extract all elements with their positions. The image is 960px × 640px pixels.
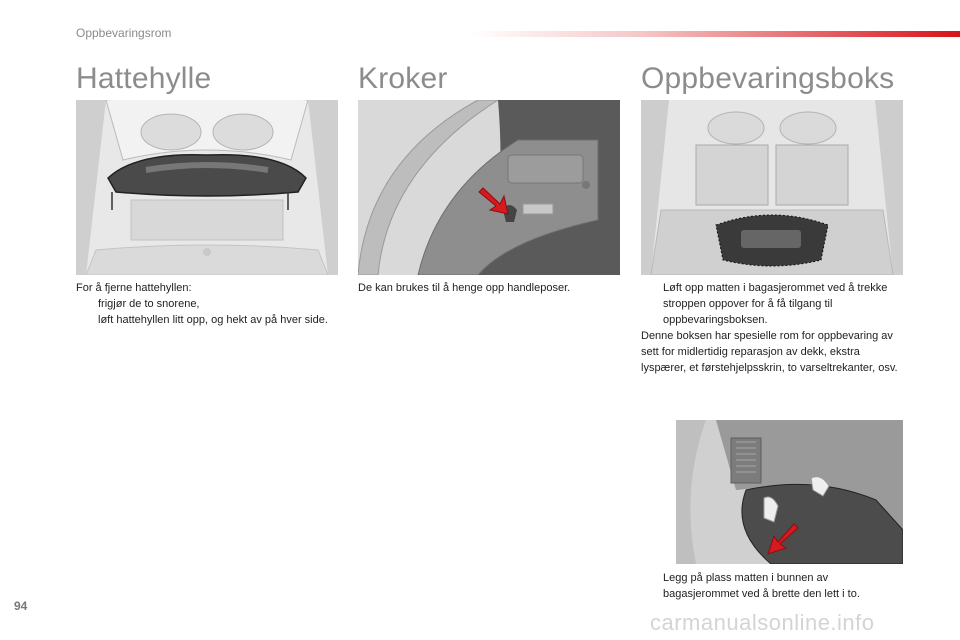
bullet-text: frigjør de to snorene,: [98, 298, 200, 310]
bullet-icon: [76, 296, 98, 312]
page-number: 94: [14, 599, 28, 613]
bullet-icon: [76, 312, 98, 328]
section-title-kroker: Kroker: [358, 62, 448, 95]
header-accent-bar: [470, 31, 960, 37]
bullet-icon: [641, 280, 663, 328]
list-item: [641, 570, 903, 602]
oppbevaringsboks-text: [641, 280, 903, 376]
header-section-label: Oppbevaringsrom: [76, 26, 172, 40]
section-title-hattehylle: Hattehylle: [76, 62, 212, 95]
photo-hooks: [358, 100, 620, 275]
oppbevaringsboks-text-2: [641, 570, 903, 602]
list-item: [76, 296, 338, 312]
bullet-text: løft hattehyllen litt opp, og hekt av på hver side.: [98, 314, 328, 326]
bullet-text: Løft opp matten i bagasjerommet ved å trekke stroppen oppover for å få tilgang til oppbevaringsboksen.: [663, 282, 888, 326]
list-item: [76, 312, 338, 328]
watermark: carmanualsonline.info: [650, 610, 875, 635]
bullet-text: Legg på plass matten i bunnen av bagasjerommet ved å brette den lett i to.: [663, 572, 860, 600]
section-title-oppbevaringsboks: Oppbevaringsboks: [641, 62, 895, 95]
photo-trunk-mat: [676, 420, 903, 564]
hattehylle-text: [76, 280, 338, 328]
oppbevaringsboks-paragraph: Denne boksen har spesielle rom for oppbevaring av sett for midlertidig reparasjon av dekk, ekstra lyspærer, et førstehjelpsskrin, to varseltrekanter, osv.: [641, 330, 898, 374]
kroker-text: [358, 280, 620, 296]
kroker-paragraph: De kan brukes til å henge opp handleposer.: [358, 282, 571, 294]
hattehylle-intro: For å fjerne hattehyllen:: [76, 282, 192, 294]
list-item: [641, 280, 903, 328]
bullet-icon: [641, 570, 663, 602]
photo-storage-box: [641, 100, 903, 275]
photo-parcel-shelf: [76, 100, 338, 275]
